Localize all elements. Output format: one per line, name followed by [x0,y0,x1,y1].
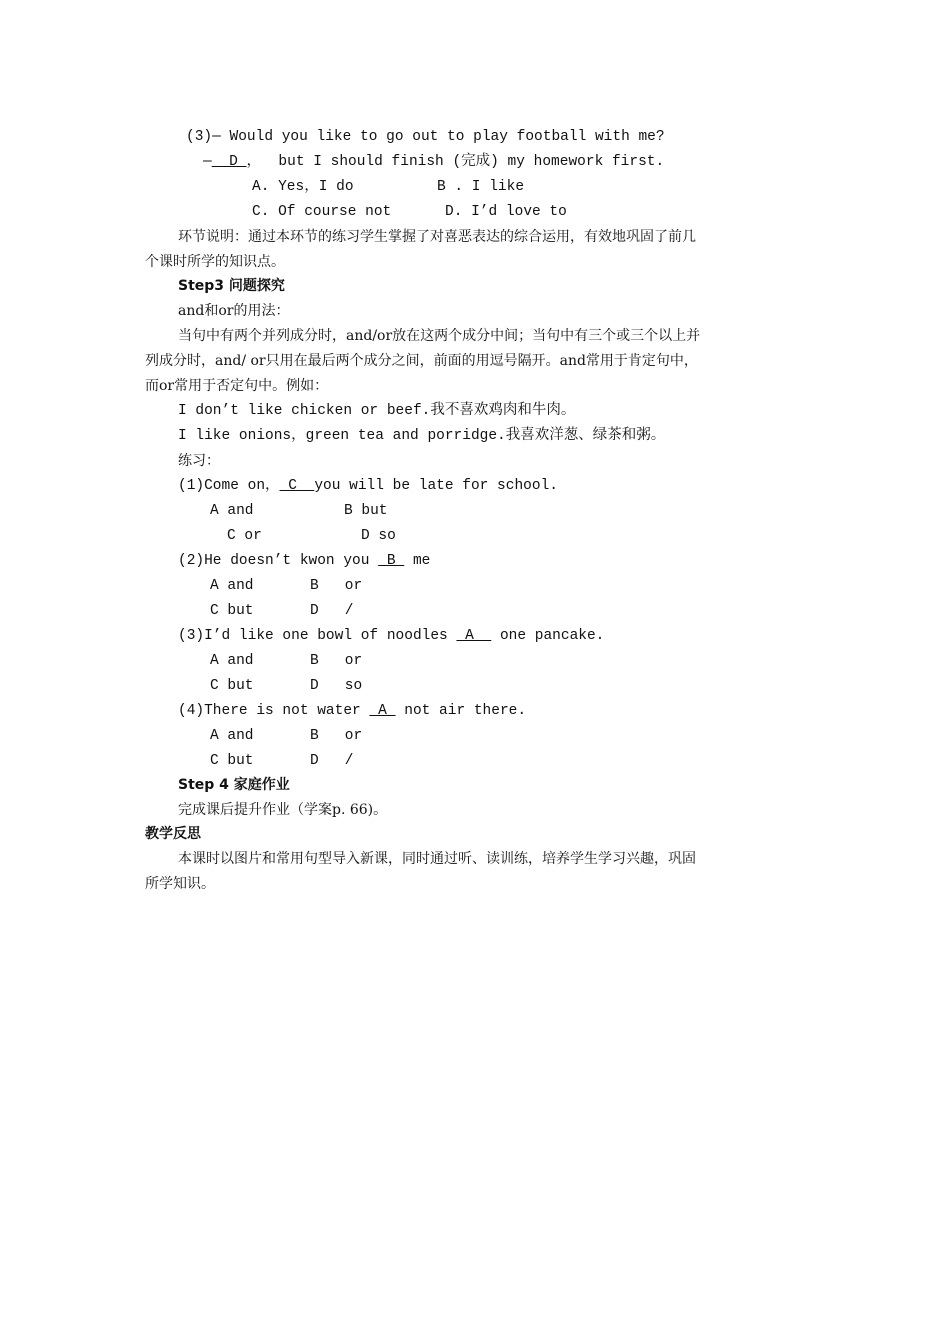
review-answer-line [203,153,664,171]
answer-rest: ， but I should finish (完成) my homework first. [246,154,665,170]
exercise-question: (4)There is not water A not air there. [178,703,527,719]
note-line-2: 个课时所学的知识点。 [145,254,285,270]
step3-para-2: 列成分时，and/ or只用在最后两个成分之间，前面的用逗号隔开。and常用于肯定句中， [145,353,698,369]
exercise-question: (3)I’d like one bowl of noodles A one pancake. [178,628,605,644]
answer-blank: D [211,154,247,170]
example-1: I don’t like chicken or beef.我不喜欢鸡肉和牛肉。 [178,403,576,419]
step4-heading: Step 4 家庭作业 [178,777,290,793]
answer-blank: A [369,703,396,719]
answer-blank: C [279,478,315,494]
exercise-option-d: D / [310,603,354,619]
exercise-option-a: A and [210,503,254,519]
exercise-question: (2)He doesn’t kwon you B me [178,553,431,569]
option-a: A. Yes，I do [252,179,354,195]
note-line-1: 环节说明：通过本环节的练习学生掌握了对喜恶表达的综合运用，有效地巩固了前几 [178,229,696,245]
reflection-line-1: 本课时以图片和常用句型导入新课，同时通过听、读训练，培养学生学习兴趣，巩固 [178,851,696,867]
example-2: I like onions，green tea and porridge.我喜欢洋葱、绿茶和粥。 [178,428,666,444]
exercise-option-c: C but [210,678,254,694]
step4-text: 完成课后提升作业（学案p. 66)。 [178,802,388,818]
step3-heading: Step3 问题探究 [178,278,285,294]
exercise-option-b: B or [310,728,363,744]
exercise-option-a: A and [210,728,254,744]
dash: — [203,154,212,170]
exercise-option-b: B or [310,578,363,594]
review-question: (3)— Would you like to go out to play football with me? [186,129,665,145]
option-d: D. I’d love to [445,204,567,220]
exercise-option-d: D so [310,678,363,694]
option-c: C. Of course not [252,204,392,220]
step3-para-1: 当句中有两个并列成分时，and/or放在这两个成分中间；当句中有三个或三个以上并 [178,328,701,344]
answer-blank: A [456,628,492,644]
exercise-option-b: B but [344,503,388,519]
exercise-option-c: C but [210,603,254,619]
answer-blank: B [378,553,405,569]
exercise-option-d: D / [310,753,354,769]
practice-label: 练习： [178,453,220,469]
exercise-option-c: C but [210,753,254,769]
step3-subtitle: and和or的用法： [178,303,290,319]
exercise-option-d: D so [361,528,396,544]
exercise-question: (1)Come on， C you will be late for school. [178,478,558,494]
exercise-option-a: A and [210,653,254,669]
option-b: B . I like [437,179,525,195]
step3-para-3: 而or常用于否定句中。例如： [145,378,329,394]
exercise-option-a: A and [210,578,254,594]
exercise-option-c: C or [227,528,262,544]
reflection-heading: 教学反思 [145,826,201,842]
exercise-option-b: B or [310,653,363,669]
reflection-line-2: 所学知识。 [145,876,215,892]
